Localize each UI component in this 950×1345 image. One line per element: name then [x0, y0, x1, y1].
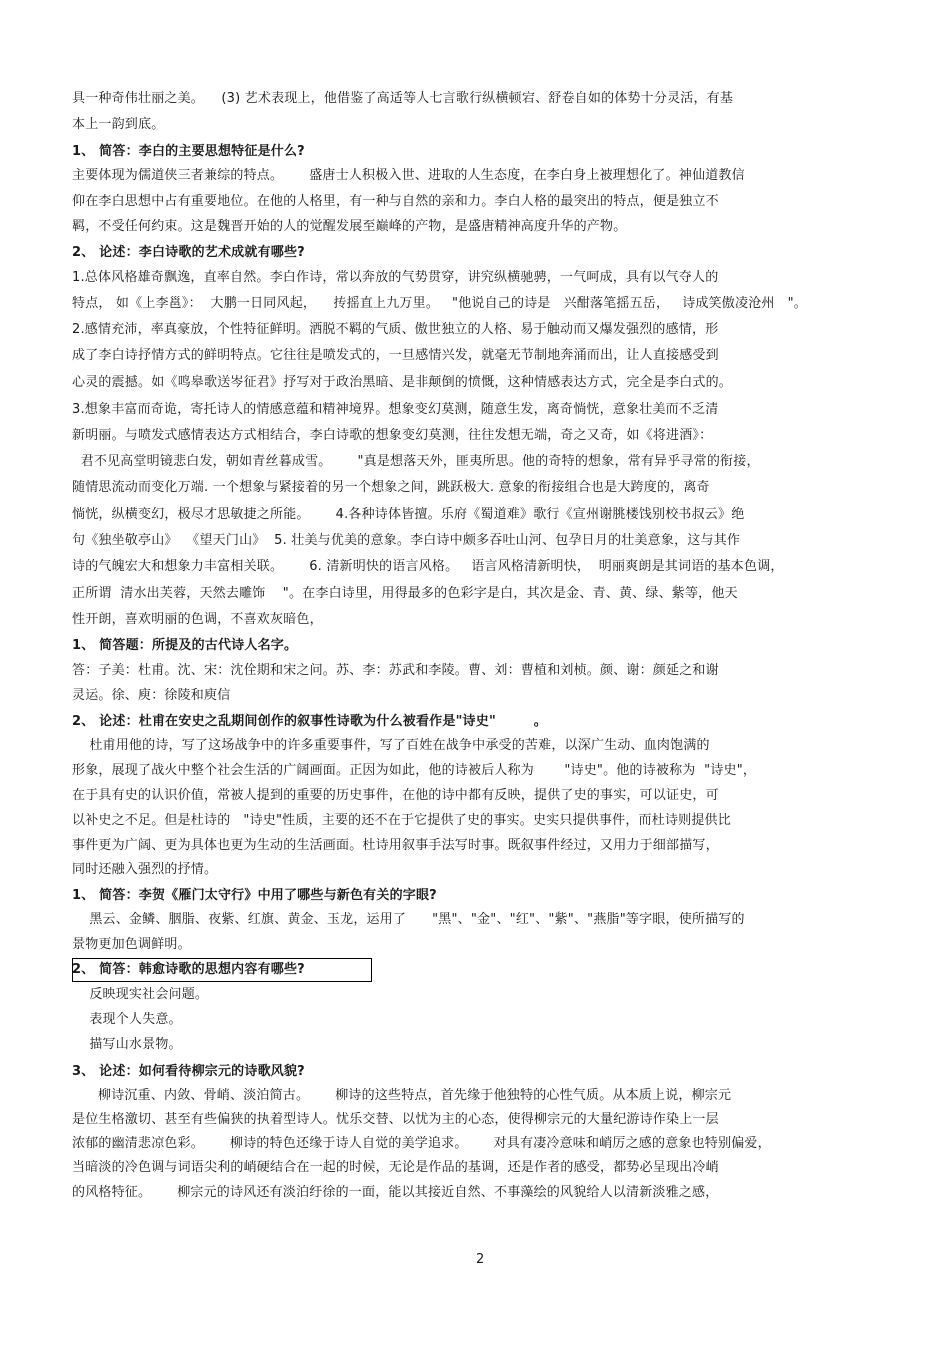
body-line: 同时还融入强烈的抒情。 — [72, 862, 218, 877]
body-line: 浓郁的幽清悲凉色彩。 柳诗的特色还缘于诗人自觉的美学追求。 对具有凄冷意味和峭厉之感的意象也特别偏爱， — [72, 1136, 771, 1151]
body-line: 君不见高堂明镜悲白发，朝如青丝暮成雪。 "真是想落天外，匪夷所思。他的奇特的想象，常有异乎寻常的衔接， — [72, 454, 760, 469]
body-line: 3.想象丰富而奇诡，寄托诗人的情感意蕴和精神境界。想象变幻莫测，随意生发，离奇惝恍，意象壮美而不乏清 — [72, 402, 719, 417]
question-heading: 3、 论述：如何看待柳宗元的诗歌风貌? — [72, 1064, 305, 1079]
question-heading: 2、 论述：杜甫在安史之乱期间创作的叙事性诗歌为什么被看作是"诗史" 。 — [72, 714, 547, 729]
body-line: 成了李白诗抒情方式的鲜明特点。它往往是喷发式的，一旦感情兴发，就毫无节制地奔涌而出，让人直接感受到 — [72, 348, 719, 363]
body-line: 羁，不受任何约束。这是魏晋开始的人的觉醒发展至巅峰的产物，是盛唐精神高度升华的产物。 — [72, 219, 627, 234]
body-line: 形象，展现了战火中整个社会生活的广阔画面。正因为如此，他的诗被后人称为 "诗史"。他的诗被称为 "诗史"， — [72, 763, 757, 778]
question-heading: 2、 简答：韩愈诗歌的思想内容有哪些? — [72, 962, 305, 977]
body-line: 惝恍，纵横变幻，极尽才思敏捷之所能。 4.各种诗体皆擅。乐府《蜀道难》歌行《宣州谢朓楼饯别校书叔云》绝 — [72, 507, 745, 522]
body-line: 随情思流动而变化万端. 一个想象与紧接着的另一个想象之间，跳跃极大. 意象的衔接组合也是大跨度的，离奇 — [72, 480, 710, 495]
body-line: 具一种奇伟壮丽之美。 (3) 艺术表现上，他借鉴了高适等人七言歌行纵横顿宕、舒卷自如的体势十分灵活，有基 — [72, 91, 734, 106]
body-line: 答：子美：杜甫。沈、宋：沈佺期和宋之问。苏、李：苏武和李陵。曹、刘：曹植和刘桢。颜、谢：颜延之和谢 — [72, 663, 719, 678]
body-line: 句《独坐敬亭山》 《望天门山》 5. 壮美与优美的意象。李白诗中颇多吞吐山河、包孕日月的壮美意象，这与其作 — [72, 533, 741, 548]
body-line: 以补史之不足。但是杜诗的 "诗史"性质，主要的还不在于它提供了史的事实。史实只提供事件，而杜诗则提供比 — [72, 813, 731, 828]
body-line: 2.感情充沛，率真豪放，个性特征鲜明。洒脱不羁的气质、傲世独立的人格、易于触动而又爆发强烈的感情，形 — [72, 322, 719, 337]
body-line: 灵运。徐、庾：徐陵和庾信 — [72, 688, 231, 703]
body-line: 描写山水景物。 — [72, 1037, 182, 1052]
body-line: 仰在李白思想中占有重要地位。在他的人格里，有一种与自然的亲和力。李白人格的最突出的特点，便是独立不 — [72, 194, 719, 209]
body-line: 的风格特征。 柳宗元的诗风还有淡泊纡徐的一面，能以其接近自然、不事藻绘的风貌给人以清新淡雅之感， — [72, 1185, 719, 1200]
body-line: 反映现实社会问题。 — [72, 987, 209, 1002]
body-line: 当暗淡的冷色调与词语尖利的峭硬结合在一起的时候，无论是作品的基调，还是作者的感受，都势必呈现出冷峭 — [72, 1160, 719, 1175]
body-line: 黑云、金鳞、胭脂、夜紫、红旗、黄金、玉龙，运用了 "黑"、"金"、"红"、"紫"、"燕脂"等字眼，使所描写的 — [72, 912, 745, 927]
body-line: 是位生格激切、甚至有些偏狭的执着型诗人。忧乐交替、以忧为主的心态，使得柳宗元的大量纪游诗作染上一层 — [72, 1112, 719, 1127]
question-heading: 1、 简答题：所提及的古代诗人名字。 — [72, 638, 298, 653]
body-line: 新明丽。与喷发式感情表达方式相结合，李白诗歌的想象变幻莫测，往往发想无端，奇之又奇，如《将进酒》： — [72, 428, 713, 443]
body-line: 性开朗，喜欢明丽的色调，不喜欢灰暗色， — [72, 612, 323, 627]
body-line: 本上一韵到底。 — [72, 117, 165, 132]
body-line: 主要体现为儒道侠三者兼综的特点。 盛唐士人积极入世、进取的人生态度，在李白身上被理想化了。神仙道教信 — [72, 168, 745, 183]
body-line: 正所谓 清水出芙蓉，天然去雕饰 "。在李白诗里，用得最多的色彩字是白，其次是金、青、黄、绿、紫等，他天 — [72, 586, 738, 601]
body-line: 事件更为广阔、更为具体也更为生动的生活画面。杜诗用叙事手法写时事。既叙事件经过，又用力于细部描写， — [72, 838, 719, 853]
body-line: 诗的气魄宏大和想象力丰富相关联。 6. 清新明快的语言风格。 语言风格清新明快， 明丽爽朗是其词语的基本色调， — [72, 559, 784, 574]
body-line: 在于具有史的认识价值，常被人提到的重要的历史事件，在他的诗中都有反映，提供了史的事实，可以证史，可 — [72, 788, 719, 803]
question-heading: 2、 论述：李白诗歌的艺术成就有哪些? — [72, 245, 305, 260]
body-line: 特点， 如《上李邕》： 大鹏一日同风起， 抟摇直上九万里。 "他说自己的诗是 兴酣落笔摇五岳， 诗成笑傲凌沧州 "。 — [72, 296, 807, 311]
body-line: 1.总体风格雄奇飘逸，直率自然。李白作诗，常以奔放的气势贯穿，讲究纵横驰骋，一气呵成，具有以气夺人的 — [72, 270, 719, 285]
body-line: 表现个人失意。 — [72, 1012, 182, 1027]
body-line: 心灵的震撼。如《鸣皋歌送岑征君》抒写对于政治黑暗、是非颠倒的愤慨，这种情感表达方式，完全是李白式的。 — [72, 375, 733, 390]
body-line: 柳诗沉重、内敛、骨峭、淡泊简古。 柳诗的这些特点，首先缘于他独特的心性气质。从本质上说，柳宗元 — [72, 1088, 732, 1103]
body-line: 景物更加色调鲜明。 — [72, 937, 191, 952]
body-line: 杜甫用他的诗，写了这场战争中的许多重要事件，写了百姓在战争中承受的苦难，以深广生动、血肉饱满的 — [72, 738, 710, 753]
page-number: 2 — [476, 1252, 485, 1267]
question-heading: 1、 简答：李贺《雁门太守行》中用了哪些与新色有关的字眼? — [72, 888, 437, 903]
question-heading: 1、 简答：李白的主要思想特征是什么? — [72, 144, 305, 159]
